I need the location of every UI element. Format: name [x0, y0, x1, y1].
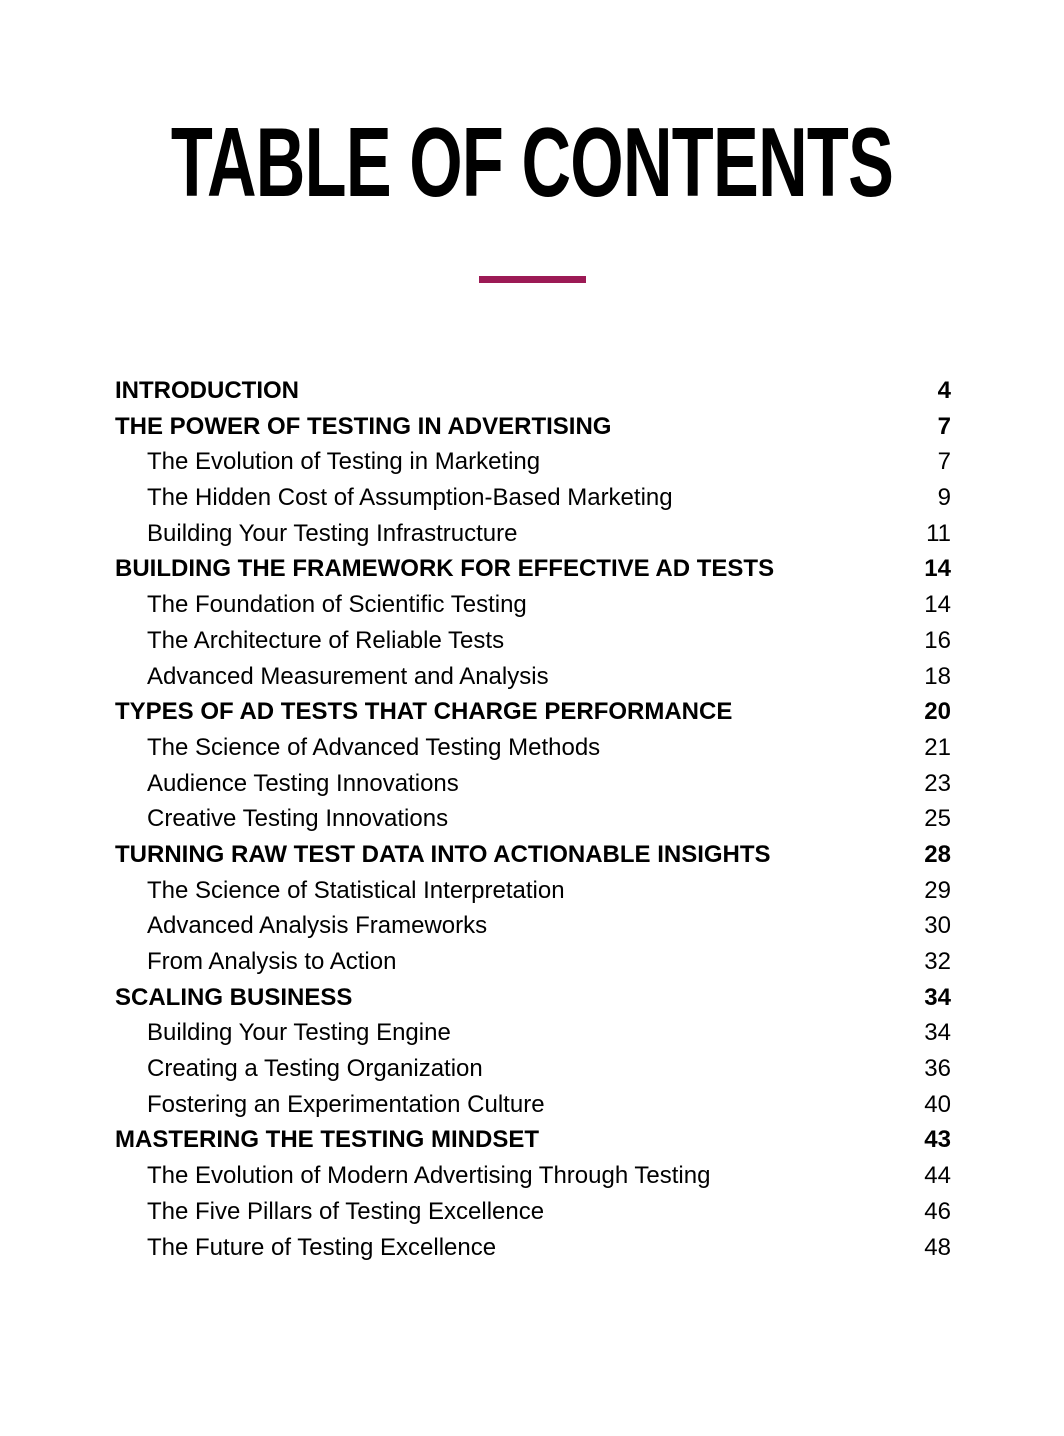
toc-section-entry[interactable] [115, 1087, 951, 1123]
toc-section-entry[interactable] [115, 587, 951, 623]
toc-section-entry[interactable] [115, 1194, 951, 1230]
toc-entry-page-number: 14 [924, 555, 951, 583]
toc-entry-title: The Science of Advanced Testing Methods [147, 733, 601, 761]
toc-entry-page-number: 28 [924, 840, 951, 868]
toc-chapter-entry[interactable] [115, 1122, 951, 1158]
toc-entry-title: Audience Testing Innovations [147, 769, 459, 797]
toc-section-entry[interactable] [115, 659, 951, 695]
toc-entry-page-number: 29 [924, 876, 951, 904]
toc-entry-title: INTRODUCTION [115, 377, 299, 404]
toc-entry-page-number: 21 [924, 733, 951, 761]
toc-entry-page-number: 44 [924, 1162, 951, 1190]
toc-entry-page-number: 34 [924, 1019, 951, 1047]
toc-chapter-entry[interactable] [115, 373, 951, 409]
toc-entry-title: Creating a Testing Organization [147, 1055, 483, 1083]
toc-entry-title: Building Your Testing Infrastructure [147, 519, 518, 547]
page-title: TABLE OF CONTENTS [170, 107, 894, 217]
toc-entry-title: Fostering an Experimentation Culture [147, 1090, 545, 1118]
toc-entry-page-number: 20 [924, 698, 951, 726]
toc-entry-page-number: 36 [924, 1055, 951, 1083]
toc-entry-title: TYPES OF AD TESTS THAT CHARGE PERFORMANCE [115, 698, 733, 726]
toc-entry-page-number: 4 [937, 377, 951, 404]
toc-entry-page-number: 32 [924, 948, 951, 975]
toc-entry-title: MASTERING THE TESTING MINDSET [115, 1126, 540, 1154]
toc-section-entry[interactable] [115, 480, 951, 516]
toc-entry-title: The Evolution of Testing in Marketing [147, 448, 541, 476]
toc-entry-title: The Five Pillars of Testing Excellence [147, 1197, 545, 1225]
toc-section-entry[interactable] [115, 1015, 951, 1051]
toc-entry-page-number: 7 [937, 448, 951, 476]
toc-section-entry[interactable] [115, 516, 951, 552]
toc-entry-page-number: 16 [924, 626, 951, 654]
toc-entry-page-number: 46 [924, 1197, 951, 1225]
toc-entry-title: From Analysis to Action [147, 948, 397, 975]
toc-entry-page-number: 43 [924, 1126, 951, 1154]
toc-chapter-entry[interactable] [115, 409, 951, 445]
toc-entry-page-number: 48 [924, 1233, 951, 1261]
toc-entry-page-number: 25 [924, 805, 951, 833]
toc-chapter-entry[interactable] [115, 551, 951, 587]
toc-section-entry[interactable] [115, 1158, 951, 1194]
toc-section-entry[interactable] [115, 730, 951, 766]
toc-entry-title: Advanced Analysis Frameworks [147, 912, 488, 940]
title-divider [479, 276, 586, 283]
toc-entry-title: THE POWER OF TESTING IN ADVERTISING [115, 412, 612, 440]
toc-entry-title: BUILDING THE FRAMEWORK FOR EFFECTIVE AD TESTS [115, 555, 775, 583]
toc-section-entry[interactable] [115, 444, 951, 480]
toc-entry-title: TURNING RAW TEST DATA INTO ACTIONABLE INSIGHTS [115, 840, 771, 868]
toc-entry-title: SCALING BUSINESS [115, 983, 353, 1011]
toc-entry-page-number: 7 [937, 412, 951, 440]
toc-entry-page-number: 9 [937, 484, 951, 512]
toc-section-entry[interactable] [115, 873, 951, 909]
toc-entry-page-number: 34 [924, 983, 951, 1011]
toc-chapter-entry[interactable] [115, 837, 951, 873]
toc-chapter-entry[interactable] [115, 694, 951, 730]
toc-entry-page-number: 11 [926, 519, 951, 547]
toc-entry-title: Building Your Testing Engine [147, 1019, 451, 1047]
toc-entry-page-number: 30 [924, 912, 951, 940]
toc-entry-title: The Evolution of Modern Advertising Through Testing [147, 1162, 711, 1190]
toc-section-entry[interactable] [115, 1230, 951, 1266]
toc-entry-page-number: 40 [924, 1090, 951, 1118]
toc-list [115, 373, 951, 1265]
toc-entry-title: The Architecture of Reliable Tests [147, 626, 505, 654]
toc-entry-title: Creative Testing Innovations [147, 805, 449, 833]
toc-section-entry[interactable] [115, 623, 951, 659]
toc-section-entry[interactable] [115, 766, 951, 802]
toc-section-entry[interactable] [115, 908, 951, 944]
toc-entry-title: Advanced Measurement and Analysis [147, 662, 549, 690]
toc-entry-page-number: 23 [924, 769, 951, 797]
toc-entry-page-number: 18 [924, 662, 951, 690]
toc-section-entry[interactable] [115, 1051, 951, 1087]
toc-entry-page-number: 14 [924, 591, 951, 619]
toc-section-entry[interactable] [115, 944, 951, 980]
toc-section-entry[interactable] [115, 801, 951, 837]
toc-entry-title: The Hidden Cost of Assumption-Based Marketing [147, 484, 673, 512]
toc-entry-title: The Future of Testing Excellence [147, 1233, 497, 1261]
toc-entry-title: The Foundation of Scientific Testing [147, 591, 527, 619]
toc-chapter-entry[interactable] [115, 980, 951, 1016]
toc-entry-title: The Science of Statistical Interpretation [147, 876, 565, 904]
